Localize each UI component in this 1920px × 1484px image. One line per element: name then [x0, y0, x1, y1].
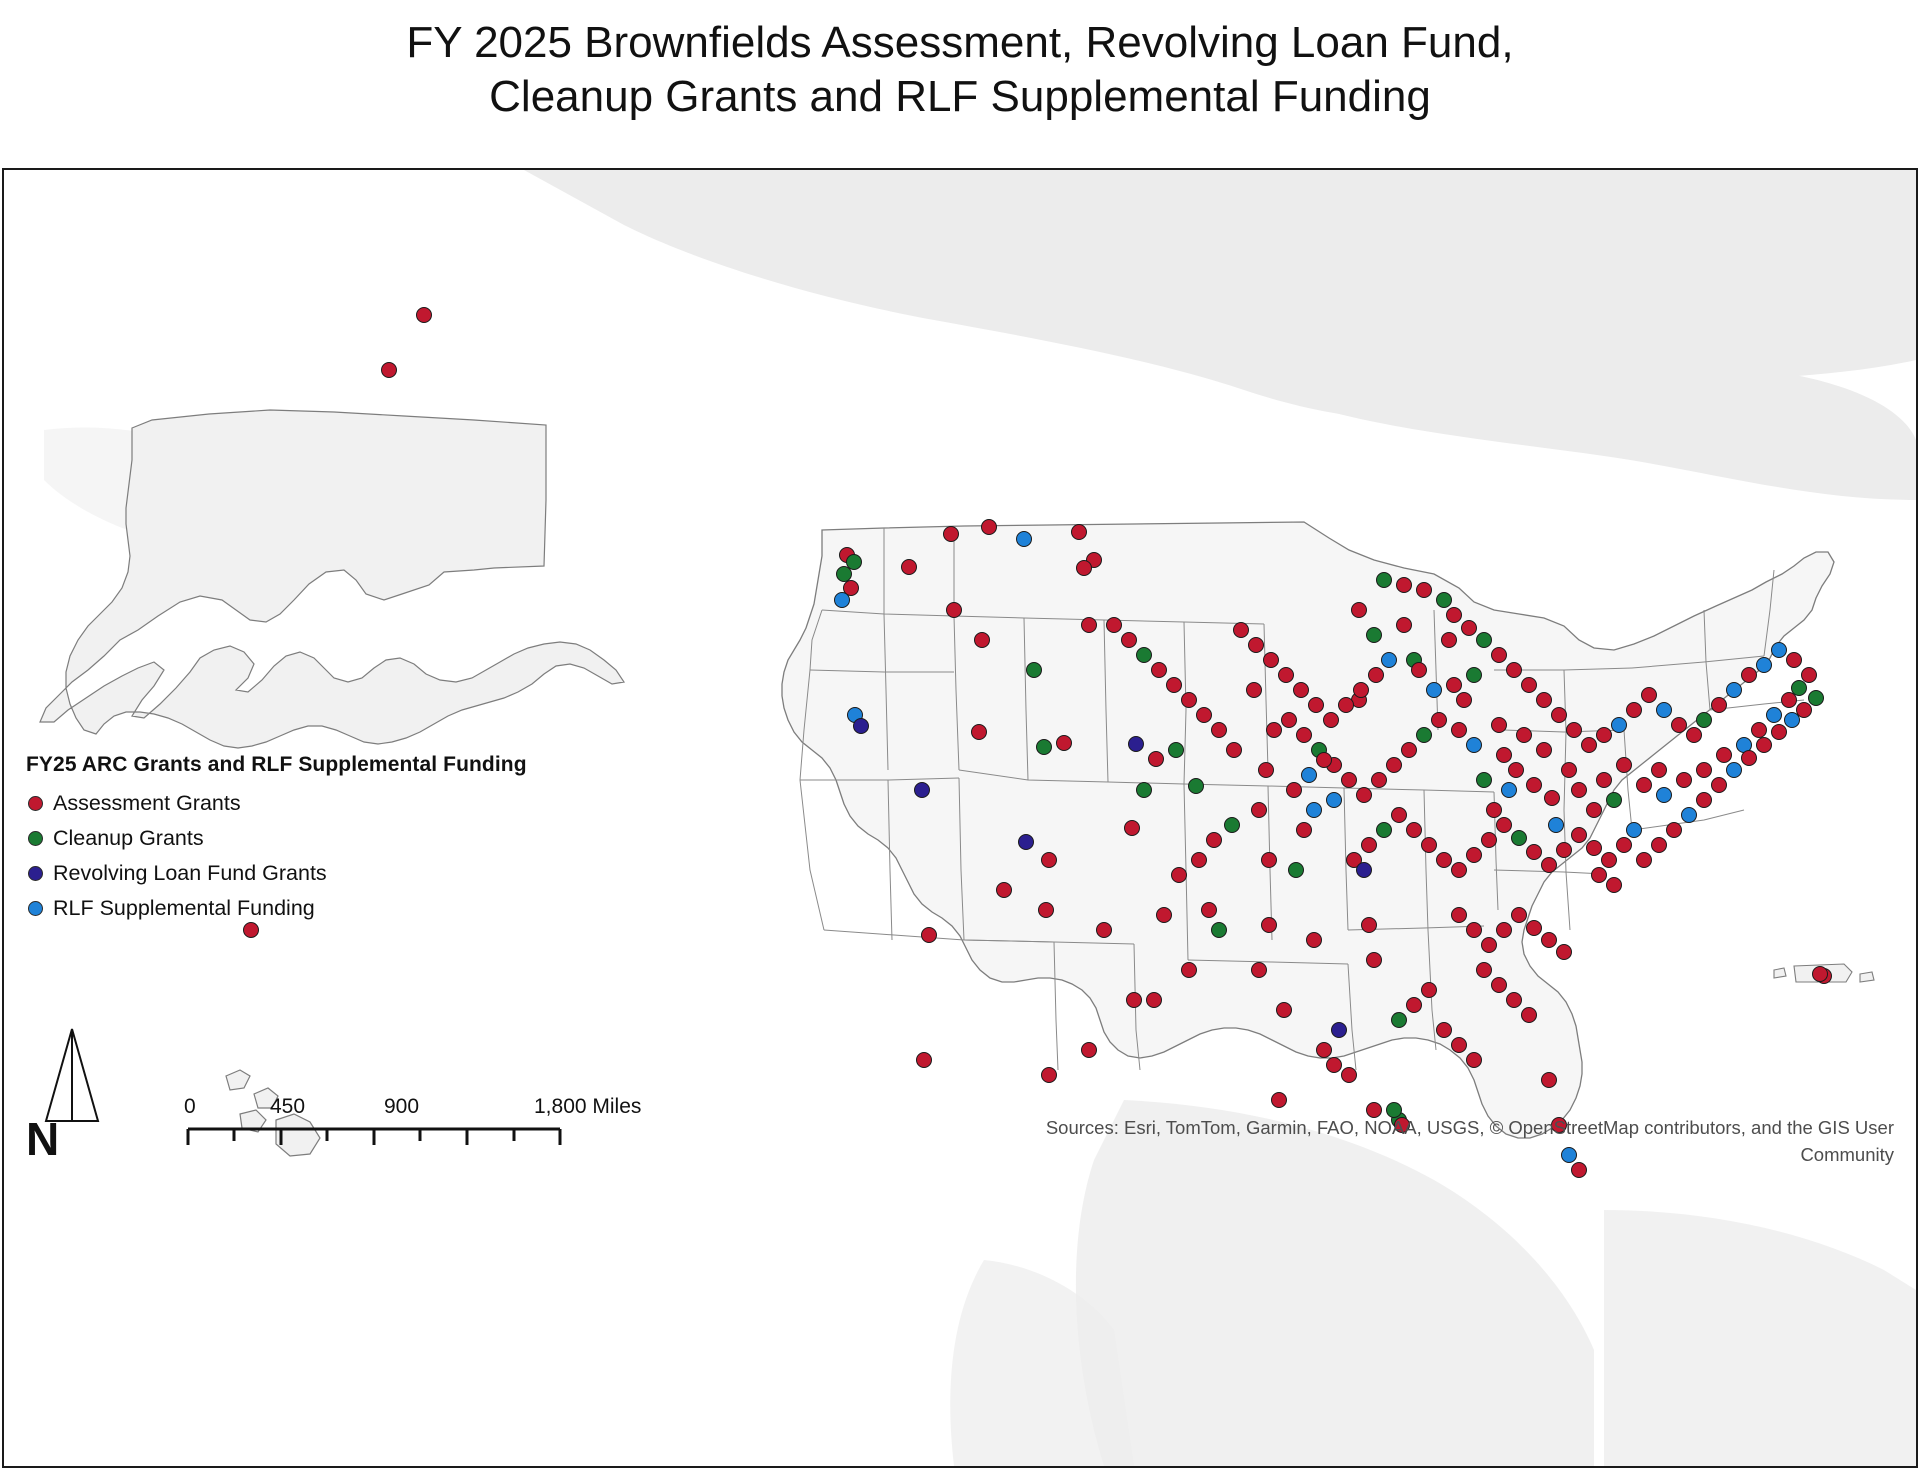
assessment-grant-point[interactable]	[1697, 793, 1712, 808]
assessment-grant-point[interactable]	[1572, 828, 1587, 843]
assessment-grant-point[interactable]	[1492, 648, 1507, 663]
cleanup-grant-point[interactable]	[847, 555, 862, 570]
assessment-grant-point[interactable]	[1264, 653, 1279, 668]
cleanup-grant-point[interactable]	[1792, 681, 1807, 696]
cleanup-grant-point[interactable]	[1367, 628, 1382, 643]
assessment-grant-point[interactable]	[382, 363, 397, 378]
rlf-supplemental-funding-point[interactable]	[1785, 713, 1800, 728]
assessment-grant-point[interactable]	[1637, 853, 1652, 868]
assessment-grant-point[interactable]	[1567, 723, 1582, 738]
assessment-grant-point[interactable]	[1182, 693, 1197, 708]
rlf-supplemental-funding-point[interactable]	[1612, 718, 1627, 733]
assessment-grant-point[interactable]	[1297, 728, 1312, 743]
assessment-grant-point[interactable]	[1252, 963, 1267, 978]
assessment-grant-point[interactable]	[1522, 1008, 1537, 1023]
assessment-grant-point[interactable]	[1147, 993, 1162, 1008]
assessment-grant-point[interactable]	[1517, 728, 1532, 743]
legend-title: FY25 ARC Grants and RLF Supplemental Funding	[26, 753, 527, 776]
cleanup-grant-point[interactable]	[837, 567, 852, 582]
legend-item-assessment-grants[interactable]	[26, 786, 686, 821]
assessment-grant-point[interactable]	[1522, 678, 1537, 693]
cleanup-grant-point[interactable]	[1212, 923, 1227, 938]
cleanup-grant-point[interactable]	[1477, 633, 1492, 648]
assessment-grant-point[interactable]	[1125, 821, 1140, 836]
assessment-grant-point[interactable]	[1552, 708, 1567, 723]
assessment-grant-point[interactable]	[1545, 791, 1560, 806]
assessment-grant-point[interactable]	[1527, 778, 1542, 793]
assessment-grant-point[interactable]	[1757, 738, 1772, 753]
rlf-supplemental-funding-point[interactable]	[1657, 703, 1672, 718]
revolving-loan-fund-grant-point[interactable]	[854, 719, 869, 734]
assessment-grant-point[interactable]	[1587, 841, 1602, 856]
assessment-grant-point[interactable]	[1452, 1038, 1467, 1053]
scalebar-tick-label-3: 1,800 Miles	[534, 1095, 642, 1118]
assessment-grant-point[interactable]	[1039, 903, 1054, 918]
cleanup-grant-point[interactable]	[1437, 593, 1452, 608]
assessment-grant-point[interactable]	[1527, 921, 1542, 936]
page-title	[0, 16, 1920, 123]
assessment-grant-point[interactable]	[1324, 713, 1339, 728]
assessment-grant-point[interactable]	[1167, 678, 1182, 693]
rlf-supplemental-funding-point[interactable]	[1627, 823, 1642, 838]
assessment-grant-point[interactable]	[1497, 818, 1512, 833]
assessment-grant-point[interactable]	[997, 883, 1012, 898]
cleanup-grant-point[interactable]	[1137, 648, 1152, 663]
assessment-grant-point[interactable]	[1467, 923, 1482, 938]
assessment-grant-point[interactable]	[1687, 728, 1702, 743]
assessment-grant-point[interactable]	[1412, 663, 1427, 678]
assessment-grant-point[interactable]	[1452, 863, 1467, 878]
assessment-grant-point[interactable]	[1592, 868, 1607, 883]
scalebar-graphic	[184, 1123, 664, 1149]
assessment-grant-point[interactable]	[1354, 683, 1369, 698]
legend-item-revolving-loan-fund-grants[interactable]	[26, 856, 686, 891]
assessment-grant-point[interactable]	[1587, 803, 1602, 818]
legend-item-rlf-supplemental-funding[interactable]	[26, 891, 686, 926]
assessment-grant-point[interactable]	[1357, 788, 1372, 803]
rlf-supplemental-funding-point[interactable]	[1772, 643, 1787, 658]
assessment-grant-point[interactable]	[902, 560, 917, 575]
assessment-grant-point[interactable]	[1492, 978, 1507, 993]
assessment-grant-point[interactable]	[1462, 621, 1477, 636]
sources-line-2: Community	[1800, 1143, 1894, 1165]
assessment-grant-point[interactable]	[1057, 736, 1072, 751]
assessment-grant-point[interactable]	[1407, 823, 1422, 838]
assessment-grant-point[interactable]	[1157, 908, 1172, 923]
assessment-grant-point[interactable]	[1287, 783, 1302, 798]
assessment-grant-point[interactable]	[1512, 908, 1527, 923]
assessment-grant-point[interactable]	[1372, 773, 1387, 788]
cleanup-grant-point[interactable]	[1512, 831, 1527, 846]
assessment-grant-point[interactable]	[1042, 853, 1057, 868]
assessment-grant-point[interactable]	[1642, 688, 1657, 703]
revolving-loan-fund-grants-swatch-icon	[28, 866, 43, 881]
assessment-grant-point[interactable]	[1172, 868, 1187, 883]
assessment-grant-point[interactable]	[1467, 1053, 1482, 1068]
cleanup-grant-point[interactable]	[1417, 728, 1432, 743]
legend-item-label: Assessment Grants	[53, 791, 241, 815]
assessment-grant-point[interactable]	[1279, 668, 1294, 683]
assessment-grant-point[interactable]	[1672, 718, 1687, 733]
assessment-grant-point[interactable]	[947, 603, 962, 618]
scalebar-tick-label-2: 900	[384, 1095, 420, 1118]
assessment-grant-point[interactable]	[1497, 748, 1512, 763]
assessment-grant-point[interactable]	[1509, 763, 1524, 778]
assessment-grant-point[interactable]	[1367, 953, 1382, 968]
rlf-supplemental-funding-point[interactable]	[1767, 708, 1782, 723]
assessment-grant-point[interactable]	[1752, 723, 1767, 738]
scalebar-tick-label-1: 450	[270, 1095, 306, 1118]
assessment-grant-point[interactable]	[1152, 663, 1167, 678]
assessment-grant-point[interactable]	[1742, 751, 1757, 766]
assessment-grant-point[interactable]	[1442, 633, 1457, 648]
map-sources-credit	[994, 1115, 1894, 1169]
rlf-supplemental-funding-point[interactable]	[1682, 808, 1697, 823]
rlf-supplemental-funding-point[interactable]	[1727, 763, 1742, 778]
assessment-grants-swatch-icon	[28, 796, 43, 811]
revolving-loan-fund-grant-point[interactable]	[1332, 1023, 1347, 1038]
assessment-grant-point[interactable]	[1447, 678, 1462, 693]
cleanup-grants-swatch-icon	[28, 831, 43, 846]
assessment-grant-point[interactable]	[1249, 638, 1264, 653]
assessment-grant-point[interactable]	[1627, 703, 1642, 718]
assessment-grant-point[interactable]	[1107, 618, 1122, 633]
revolving-loan-fund-grant-point[interactable]	[1019, 835, 1034, 850]
rlf-supplemental-funding-point[interactable]	[1302, 768, 1317, 783]
rlf-supplemental-funding-point[interactable]	[1467, 738, 1482, 753]
rlf-supplemental-funding-point[interactable]	[1549, 818, 1564, 833]
assessment-grant-point[interactable]	[1712, 698, 1727, 713]
rlf-supplemental-funding-point[interactable]	[1657, 788, 1672, 803]
assessment-grant-point[interactable]	[944, 527, 959, 542]
rlf-supplemental-funding-swatch-icon	[28, 901, 43, 916]
assessment-grant-point[interactable]	[1787, 653, 1802, 668]
assessment-grant-point[interactable]	[1362, 838, 1377, 853]
assessment-grant-point[interactable]	[1542, 933, 1557, 948]
assessment-grant-point[interactable]	[1077, 561, 1092, 576]
cleanup-grant-point[interactable]	[1225, 818, 1240, 833]
rlf-supplemental-funding-point[interactable]	[1327, 793, 1342, 808]
scalebar	[184, 1095, 664, 1149]
assessment-grant-point[interactable]	[1607, 878, 1622, 893]
assessment-grant-point[interactable]	[1387, 758, 1402, 773]
assessment-grant-point[interactable]	[1422, 983, 1437, 998]
cleanup-grant-point[interactable]	[1467, 668, 1482, 683]
assessment-grant-point[interactable]	[1782, 693, 1797, 708]
assessment-grant-point[interactable]	[1637, 778, 1652, 793]
assessment-grant-point[interactable]	[1492, 718, 1507, 733]
assessment-grant-point[interactable]	[1297, 823, 1312, 838]
revolving-loan-fund-grant-point[interactable]	[915, 783, 930, 798]
assessment-grant-point[interactable]	[1582, 738, 1597, 753]
map-legend	[26, 753, 686, 926]
assessment-grant-point[interactable]	[1557, 945, 1572, 960]
cleanup-grant-point[interactable]	[1289, 863, 1304, 878]
assessment-grant-point[interactable]	[1557, 843, 1572, 858]
assessment-grant-point[interactable]	[1712, 778, 1727, 793]
assessment-grant-point[interactable]	[1652, 763, 1667, 778]
assessment-grant-point[interactable]	[1772, 725, 1787, 740]
cleanup-grant-point[interactable]	[1809, 691, 1824, 706]
assessment-grant-point[interactable]	[1447, 608, 1462, 623]
assessment-grant-point[interactable]	[1742, 668, 1757, 683]
assessment-grant-point[interactable]	[1212, 723, 1227, 738]
rlf-supplemental-funding-point[interactable]	[835, 593, 850, 608]
cleanup-grant-point[interactable]	[1137, 783, 1152, 798]
assessment-grant-point[interactable]	[1617, 758, 1632, 773]
assessment-grant-point[interactable]	[1397, 618, 1412, 633]
assessment-grant-point[interactable]	[1342, 773, 1357, 788]
assessment-grant-point[interactable]	[1802, 668, 1817, 683]
assessment-grant-point[interactable]	[1369, 668, 1384, 683]
assessment-grant-point[interactable]	[1507, 993, 1522, 1008]
cleanup-grant-point[interactable]	[1027, 663, 1042, 678]
assessment-grant-point[interactable]	[1697, 763, 1712, 778]
assessment-grant-point[interactable]	[1182, 963, 1197, 978]
assessment-grant-point[interactable]	[1497, 923, 1512, 938]
assessment-grant-point[interactable]	[1127, 993, 1142, 1008]
assessment-grant-point[interactable]	[1437, 1023, 1452, 1038]
assessment-grant-point[interactable]	[1402, 743, 1417, 758]
assessment-grant-point[interactable]	[1452, 723, 1467, 738]
assessment-grant-point[interactable]	[1652, 838, 1667, 853]
assessment-grant-point[interactable]	[1227, 743, 1242, 758]
assessment-grant-point[interactable]	[1602, 853, 1617, 868]
assessment-grant-point[interactable]	[1197, 708, 1212, 723]
assessment-grant-point[interactable]	[1392, 808, 1407, 823]
cleanup-grant-point[interactable]	[1169, 743, 1184, 758]
assessment-grant-point[interactable]	[1082, 618, 1097, 633]
assessment-grant-point[interactable]	[1452, 908, 1467, 923]
assessment-grant-point[interactable]	[1259, 763, 1274, 778]
cleanup-grant-point[interactable]	[1377, 823, 1392, 838]
assessment-grant-point[interactable]	[1252, 803, 1267, 818]
assessment-grant-point[interactable]	[1537, 743, 1552, 758]
north-arrow-label: N	[26, 1113, 60, 1165]
assessment-grant-point[interactable]	[1352, 603, 1367, 618]
cleanup-grant-point[interactable]	[1477, 773, 1492, 788]
rlf-supplemental-funding-point[interactable]	[1502, 783, 1517, 798]
assessment-grant-point[interactable]	[1327, 1058, 1342, 1073]
assessment-grant-point[interactable]	[1797, 703, 1812, 718]
assessment-grant-point[interactable]	[1267, 723, 1282, 738]
assessment-grant-point[interactable]	[1202, 903, 1217, 918]
assessment-grant-point[interactable]	[1307, 933, 1322, 948]
assessment-grant-point[interactable]	[1487, 803, 1502, 818]
cleanup-grant-point[interactable]	[1697, 713, 1712, 728]
assessment-grant-point[interactable]	[1597, 773, 1612, 788]
assessment-grant-point[interactable]	[1234, 623, 1249, 638]
assessment-grant-point[interactable]	[1507, 663, 1522, 678]
assessment-grant-point[interactable]	[1542, 858, 1557, 873]
assessment-grant-point[interactable]	[1317, 753, 1332, 768]
assessment-grant-point[interactable]	[1247, 683, 1262, 698]
assessment-grant-point[interactable]	[1437, 853, 1452, 868]
assessment-grant-point[interactable]	[1407, 998, 1422, 1013]
rlf-supplemental-funding-point[interactable]	[1382, 653, 1397, 668]
assessment-grant-point[interactable]	[972, 725, 987, 740]
rlf-supplemental-funding-point[interactable]	[1427, 683, 1442, 698]
assessment-grant-point[interactable]	[1082, 1043, 1097, 1058]
cleanup-grant-point[interactable]	[1607, 793, 1622, 808]
legend-item-label: Revolving Loan Fund Grants	[53, 861, 327, 885]
cleanup-grant-point[interactable]	[1377, 573, 1392, 588]
assessment-grant-point[interactable]	[1477, 963, 1492, 978]
assessment-grant-point[interactable]	[1277, 1003, 1292, 1018]
assessment-grant-point[interactable]	[1457, 693, 1472, 708]
assessment-grant-point[interactable]	[1537, 693, 1552, 708]
assessment-grant-point[interactable]	[1294, 683, 1309, 698]
legend-item-cleanup-grants[interactable]	[26, 821, 686, 856]
assessment-grant-point[interactable]	[1572, 783, 1587, 798]
revolving-loan-fund-grant-point[interactable]	[1357, 863, 1372, 878]
legend-item-label: Cleanup Grants	[53, 826, 204, 850]
assessment-grant-point[interactable]	[1482, 938, 1497, 953]
rlf-supplemental-funding-point[interactable]	[1757, 658, 1772, 673]
assessment-grant-point[interactable]	[1262, 853, 1277, 868]
assessment-grant-point[interactable]	[1597, 728, 1612, 743]
assessment-grant-point[interactable]	[1192, 853, 1207, 868]
assessment-grant-point[interactable]	[1122, 633, 1137, 648]
cleanup-grant-point[interactable]	[1037, 740, 1052, 755]
assessment-grant-point[interactable]	[975, 633, 990, 648]
map-frame[interactable]	[2, 168, 1918, 1468]
scalebar-tick-label-0: 0	[184, 1095, 196, 1118]
assessment-grant-point[interactable]	[1677, 773, 1692, 788]
assessment-grant-point[interactable]	[1482, 833, 1497, 848]
assessment-grant-point[interactable]	[1562, 763, 1577, 778]
assessment-grant-point[interactable]	[1432, 713, 1447, 728]
assessment-grant-point[interactable]	[1149, 752, 1164, 767]
assessment-grant-point[interactable]	[1317, 1043, 1332, 1058]
assessment-grant-point[interactable]	[1272, 1093, 1287, 1108]
assessment-grant-point[interactable]	[417, 308, 432, 323]
assessment-grant-point[interactable]	[1542, 1073, 1557, 1088]
assessment-grant-point[interactable]	[917, 1053, 932, 1068]
assessment-grant-point[interactable]	[1309, 698, 1324, 713]
sources-line-1: Sources: Esri, TomTom, Garmin, FAO, NOAA, USGS, © OpenStreetMap contributors, and the GIS User	[1045, 1117, 1894, 1138]
assessment-grant-point[interactable]	[1072, 525, 1087, 540]
rlf-supplemental-funding-point[interactable]	[1307, 803, 1322, 818]
assessment-grant-point[interactable]	[1422, 838, 1437, 853]
cleanup-grant-point[interactable]	[1189, 779, 1204, 794]
assessment-grant-point[interactable]	[1262, 918, 1277, 933]
assessment-grant-point[interactable]	[1282, 713, 1297, 728]
assessment-grant-point[interactable]	[1342, 1068, 1357, 1083]
title-line-1: FY 2025 Brownfields Assessment, Revolving Loan Fund,	[406, 18, 1514, 67]
assessment-grant-point[interactable]	[1617, 838, 1632, 853]
rlf-supplemental-funding-point[interactable]	[1727, 683, 1742, 698]
assessment-grant-point[interactable]	[1397, 578, 1412, 593]
assessment-grant-point[interactable]	[1207, 833, 1222, 848]
assessment-grant-point[interactable]	[1417, 583, 1432, 598]
assessment-grant-point[interactable]	[1813, 967, 1828, 982]
assessment-grant-point[interactable]	[1339, 698, 1354, 713]
assessment-grant-point[interactable]	[1467, 848, 1482, 863]
assessment-grant-point[interactable]	[1717, 748, 1732, 763]
assessment-grant-point[interactable]	[1097, 923, 1112, 938]
revolving-loan-fund-grant-point[interactable]	[1129, 737, 1144, 752]
assessment-grant-point[interactable]	[1527, 845, 1542, 860]
assessment-grant-point[interactable]	[982, 520, 997, 535]
cleanup-grant-point[interactable]	[1392, 1013, 1407, 1028]
assessment-grant-point[interactable]	[1667, 823, 1682, 838]
assessment-grant-point[interactable]	[1042, 1068, 1057, 1083]
rlf-supplemental-funding-point[interactable]	[1017, 532, 1032, 547]
legend-item-label: RLF Supplemental Funding	[53, 896, 315, 920]
title-line-2: Cleanup Grants and RLF Supplemental Funding	[489, 71, 1431, 121]
assessment-grant-point[interactable]	[1362, 918, 1377, 933]
scalebar-labels	[184, 1095, 664, 1123]
assessment-grant-point[interactable]	[922, 928, 937, 943]
